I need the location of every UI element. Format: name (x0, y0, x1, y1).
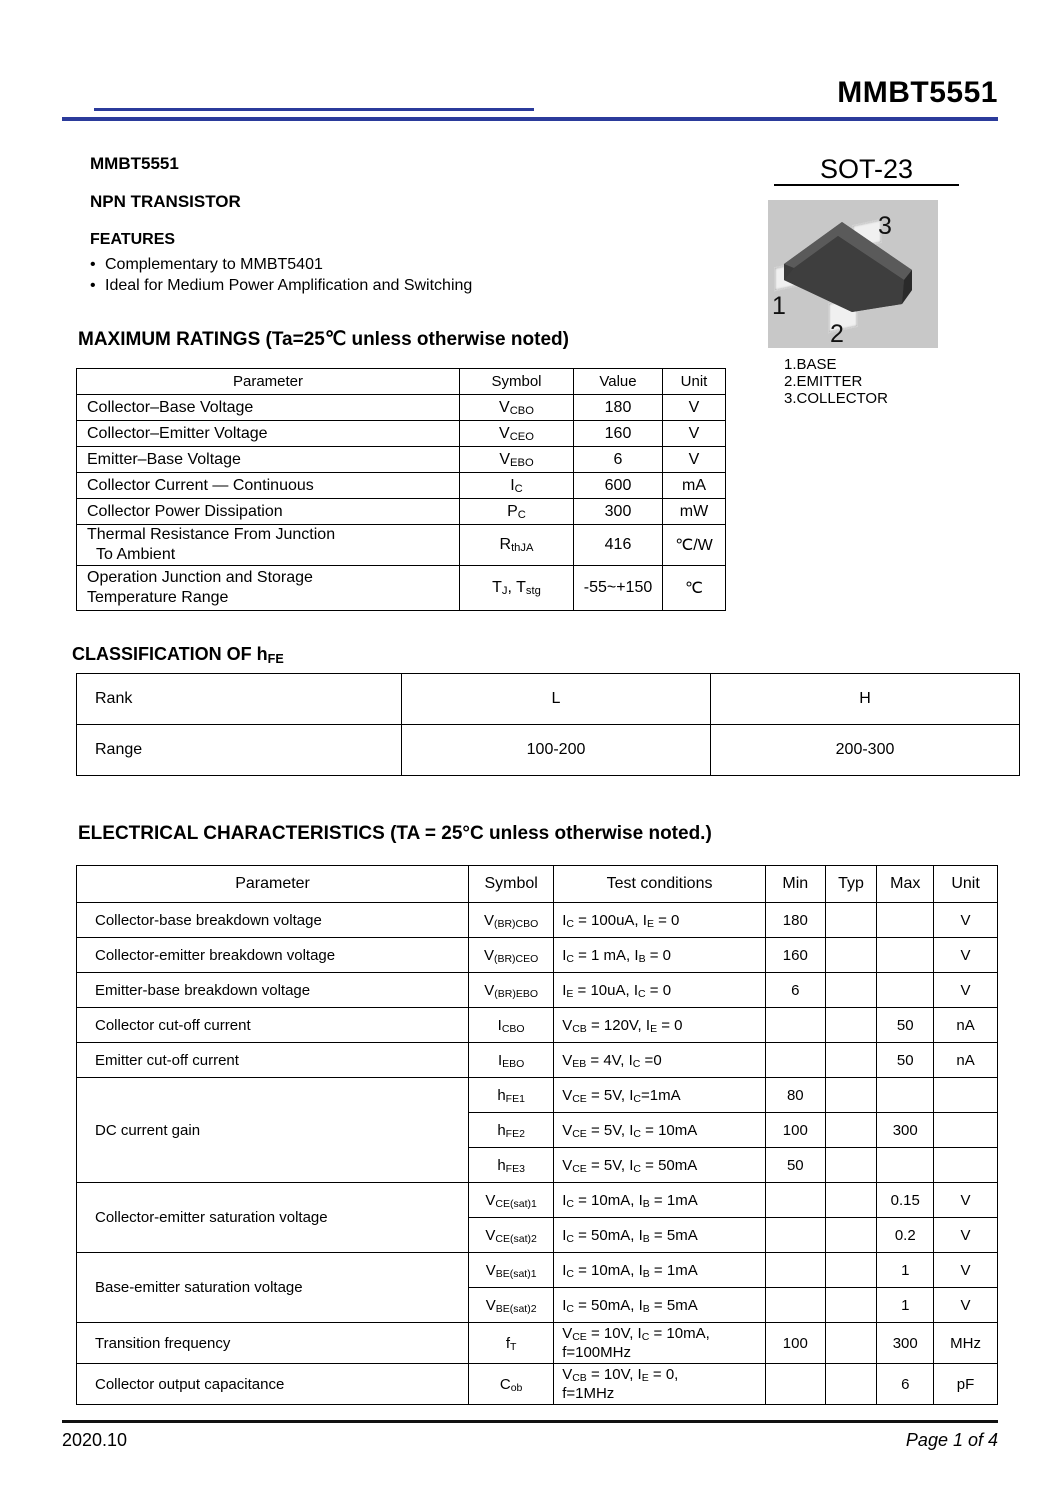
cell-value: 6 (574, 447, 663, 473)
cell-unit (934, 1113, 998, 1148)
cell-test-conditions: $V_{CE} = 5V$, $I_C = 10mA$ (554, 1113, 766, 1148)
cell-symbol: $V_{CE(sat)2}$ (469, 1218, 554, 1253)
cell-parameter: Collector output capacitance (77, 1364, 469, 1405)
features-heading: FEATURES (90, 231, 176, 248)
cell-symbol: $V_{(BR)CEO}$ (469, 938, 554, 973)
cell-parameter: Thermal Resistance From Junction To Ambient (77, 525, 460, 566)
feature-item (90, 275, 710, 296)
table-row (77, 447, 726, 473)
package-pin-list (784, 356, 1010, 407)
col-header-parameter: Parameter (77, 369, 460, 395)
cell-max: 1 (877, 1288, 934, 1323)
cell-typ (825, 1288, 877, 1323)
cell-max: 50 (877, 1008, 934, 1043)
table-row (77, 903, 998, 938)
cell-typ (825, 1078, 877, 1113)
cell-max: 1 (877, 1253, 934, 1288)
cell-max (877, 973, 934, 1008)
cell-symbol: $V_{(BR)CBO}$ (469, 903, 554, 938)
cell-min: 6 (765, 973, 825, 1008)
table-row (77, 566, 726, 611)
cell-parameter: Collector Power Dissipation (77, 499, 460, 525)
cell-test-conditions: $I_C = 100uA$, $I_E = 0$ (554, 903, 766, 938)
cell-min: 100 (765, 1323, 825, 1364)
table-row (77, 938, 998, 973)
col-header-typ: Typ (825, 866, 877, 903)
cell-symbol: $V_{CBO}$ (460, 395, 574, 421)
footer-date: 2020.10 (62, 1430, 128, 1450)
cell-unit (934, 1148, 998, 1183)
cell-unit: V (934, 1253, 998, 1288)
table-row (77, 421, 726, 447)
col-header-parameter: Parameter (77, 866, 469, 903)
part-number: MMBT5551 (90, 154, 179, 173)
cell-value: 300 (574, 499, 663, 525)
cell-max (877, 903, 934, 938)
cell-max: 6 (877, 1364, 934, 1405)
cell-unit: ℃ (663, 566, 726, 611)
cell-unit: ℃/W (663, 525, 726, 566)
cell-symbol: $I_{EBO}$ (469, 1043, 554, 1078)
cell-typ (825, 903, 877, 938)
cell-parameter: Emitter cut-off current (77, 1043, 469, 1078)
cell-unit: V (934, 938, 998, 973)
cell-typ (825, 1364, 877, 1405)
table-row (77, 1253, 998, 1288)
table-row (77, 525, 726, 566)
cell-symbol: $T_J$, $T_{stg}$ (460, 566, 574, 611)
cell-max: 300 (877, 1113, 934, 1148)
cell-symbol: $h_{FE1}$ (469, 1078, 554, 1113)
cell-symbol: $V_{CE(sat)1}$ (469, 1183, 554, 1218)
cell-max (877, 1148, 934, 1183)
classification-heading: CLASSIFICATION OF $h_{FE}$ (72, 644, 284, 666)
cell-max (877, 1078, 934, 1113)
cell-symbol: $V_{EBO}$ (460, 447, 574, 473)
cell-min: 180 (765, 903, 825, 938)
cell-test-conditions: $V_{CE} = 10V$, $I_C = 10mA$, f=100MHz (554, 1323, 766, 1364)
cell-typ (825, 1323, 877, 1364)
cell-unit: V (934, 903, 998, 938)
feature-item (90, 254, 710, 275)
cell-test-conditions: $I_E = 10uA$, $I_C = 0$ (554, 973, 766, 1008)
feature-text: Ideal for Medium Power Amplification and Switching (105, 277, 473, 294)
cell-min (765, 1008, 825, 1043)
header-rule-short (94, 108, 534, 111)
table-header-row (77, 866, 998, 903)
cell-typ (825, 1113, 877, 1148)
cell-parameter: DC current gain (77, 1078, 469, 1183)
cell-range-l: 100-200 (402, 725, 711, 776)
cell-value: 180 (574, 395, 663, 421)
cell-min: 160 (765, 938, 825, 973)
cell-typ (825, 1008, 877, 1043)
cell-unit: MHz (934, 1323, 998, 1364)
cell-symbol: $h_{FE3}$ (469, 1148, 554, 1183)
cell-unit: mW (663, 499, 726, 525)
electrical-characteristics-heading: ELECTRICAL CHARACTERISTICS (TA = 25°C unless otherwise noted.) (78, 823, 712, 844)
col-header-symbol: Symbol (469, 866, 554, 903)
cell-test-conditions: $V_{CE} = 5V$, $I_C = 50mA$ (554, 1148, 766, 1183)
cell-typ (825, 1253, 877, 1288)
cell-parameter: Operation Junction and Storage Temperature Range (77, 566, 460, 611)
cell-max: 50 (877, 1043, 934, 1078)
cell-symbol: $C_{ob}$ (469, 1364, 554, 1405)
cell-unit: pF (934, 1364, 998, 1405)
cell-min (765, 1218, 825, 1253)
cell-symbol: $f_T$ (469, 1323, 554, 1364)
cell-unit (934, 1078, 998, 1113)
cell-min: 50 (765, 1148, 825, 1183)
cell-unit: V (934, 1183, 998, 1218)
cell-unit: V (934, 1288, 998, 1323)
cell-test-conditions: $V_{EB} = 4V$, $I_C =0$ (554, 1043, 766, 1078)
cell-parameter: Transition frequency (77, 1323, 469, 1364)
cell-unit: mA (663, 473, 726, 499)
footer-page-number: Page 1 of 4 (905, 1430, 998, 1450)
cell-parameter: Collector–Emitter Voltage (77, 421, 460, 447)
cell-min (765, 1288, 825, 1323)
table-row (77, 1078, 998, 1113)
cell-parameter: Collector-emitter saturation voltage (77, 1183, 469, 1253)
table-row (77, 1043, 998, 1078)
cell-test-conditions: $I_C = 50mA$, $I_B = 5mA$ (554, 1218, 766, 1253)
cell-parameter: Collector-emitter breakdown voltage (77, 938, 469, 973)
cell-test-conditions: $I_C = 10mA$, $I_B = 1mA$ (554, 1183, 766, 1218)
col-header-symbol: Symbol (460, 369, 574, 395)
footer-rule (62, 1420, 998, 1423)
device-type: NPN TRANSISTOR (90, 192, 241, 211)
cell-unit: V (663, 447, 726, 473)
cell-typ (825, 973, 877, 1008)
package-pin-number-2: 2 (830, 320, 844, 349)
cell-typ (825, 1183, 877, 1218)
cell-unit: V (934, 1218, 998, 1253)
cell-test-conditions: $V_{CB} = 10V$, $I_E = 0$, f=1MHz (554, 1364, 766, 1405)
cell-symbol: $V_{CEO}$ (460, 421, 574, 447)
cell-min: 80 (765, 1078, 825, 1113)
pin-list-item: 2.EMITTER (784, 373, 863, 391)
table-row (77, 473, 726, 499)
cell-symbol: $V_{(BR)EBO}$ (469, 973, 554, 1008)
cell-rank-h: H (711, 674, 1020, 725)
table-row (77, 499, 726, 525)
max-ratings-heading: MAXIMUM RATINGS (Ta=25℃ unless otherwise noted) (78, 329, 569, 350)
cell-symbol: $V_{BE(sat)1}$ (469, 1253, 554, 1288)
cell-parameter: Collector–Base Voltage (77, 395, 460, 421)
cell-typ (825, 938, 877, 973)
cell-symbol: $P_C$ (460, 499, 574, 525)
cell-test-conditions: $I_C = 1$ mA, $I_B = 0$ (554, 938, 766, 973)
col-header-max: Max (877, 866, 934, 903)
cell-symbol: $I_{CBO}$ (469, 1008, 554, 1043)
cell-min: 100 (765, 1113, 825, 1148)
cell-max: 0.15 (877, 1183, 934, 1218)
col-header-value: Value (574, 369, 663, 395)
cell-symbol: $R_{thJA}$ (460, 525, 574, 566)
cell-unit: nA (934, 1008, 998, 1043)
page-header (0, 0, 1060, 130)
cell-max: 300 (877, 1323, 934, 1364)
cell-value: 600 (574, 473, 663, 499)
intro-block (90, 155, 710, 296)
cell-value: -55~+150 (574, 566, 663, 611)
cell-min (765, 1364, 825, 1405)
cell-min (765, 1253, 825, 1288)
table-row (77, 1364, 998, 1405)
cell-symbol: $h_{FE2}$ (469, 1113, 554, 1148)
feature-text: Complementary to MMBT5401 (105, 256, 323, 273)
cell-test-conditions: $V_{CE} = 5V$, $I_C=1mA$ (554, 1078, 766, 1113)
cell-max: 0.2 (877, 1218, 934, 1253)
cell-parameter: Collector Current — Continuous (77, 473, 460, 499)
cell-parameter: Emitter-base breakdown voltage (77, 973, 469, 1008)
cell-value: 160 (574, 421, 663, 447)
bullet-icon: • (90, 256, 96, 273)
max-ratings-table (76, 368, 726, 611)
cell-min (765, 1043, 825, 1078)
cell-rank-l: L (402, 674, 711, 725)
cell-rank-label: Rank (77, 674, 402, 725)
package-block (760, 155, 1010, 407)
package-name: SOT-23 (774, 155, 959, 186)
cell-unit: V (934, 973, 998, 1008)
table-row (77, 395, 726, 421)
cell-typ (825, 1043, 877, 1078)
table-row (77, 725, 1020, 776)
col-header-min: Min (765, 866, 825, 903)
cell-range-label: Range (77, 725, 402, 776)
col-header-unit: Unit (663, 369, 726, 395)
electrical-characteristics-table (76, 865, 998, 1405)
table-header-row (77, 369, 726, 395)
page-title: MMBT5551 (837, 76, 998, 109)
pin-list-item: 1.BASE (784, 356, 837, 374)
cell-test-conditions: $V_{CB} = 120V$, $I_E = 0$ (554, 1008, 766, 1043)
package-pin-number-1: 1 (772, 292, 786, 321)
cell-parameter: Base-emitter saturation voltage (77, 1253, 469, 1323)
cell-unit: V (663, 395, 726, 421)
table-row (77, 1008, 998, 1043)
header-rule-main (62, 117, 998, 121)
col-header-unit: Unit (934, 866, 998, 903)
cell-symbol: $V_{BE(sat)2}$ (469, 1288, 554, 1323)
bullet-icon: • (90, 277, 96, 294)
cell-parameter: Collector cut-off current (77, 1008, 469, 1043)
classification-table (76, 673, 1020, 776)
cell-parameter: Emitter–Base Voltage (77, 447, 460, 473)
package-body-icon (782, 218, 914, 316)
cell-typ (825, 1148, 877, 1183)
cell-value: 416 (574, 525, 663, 566)
table-row (77, 1183, 998, 1218)
table-row (77, 674, 1020, 725)
table-row (77, 1323, 998, 1364)
cell-unit: nA (934, 1043, 998, 1078)
cell-symbol: $I_C$ (460, 473, 574, 499)
cell-test-conditions: $I_C = 10mA$, $I_B = 1mA$ (554, 1253, 766, 1288)
cell-test-conditions: $I_C = 50mA$, $I_B = 5mA$ (554, 1288, 766, 1323)
package-pin-number-3: 3 (878, 212, 892, 241)
pin-list-item: 3.COLLECTOR (784, 390, 888, 408)
cell-unit: V (663, 421, 726, 447)
table-row (77, 973, 998, 1008)
col-header-test-conditions: Test conditions (554, 866, 766, 903)
cell-range-h: 200-300 (711, 725, 1020, 776)
cell-typ (825, 1218, 877, 1253)
cell-parameter: Collector-base breakdown voltage (77, 903, 469, 938)
cell-max (877, 938, 934, 973)
package-figure (768, 200, 938, 348)
cell-min (765, 1183, 825, 1218)
